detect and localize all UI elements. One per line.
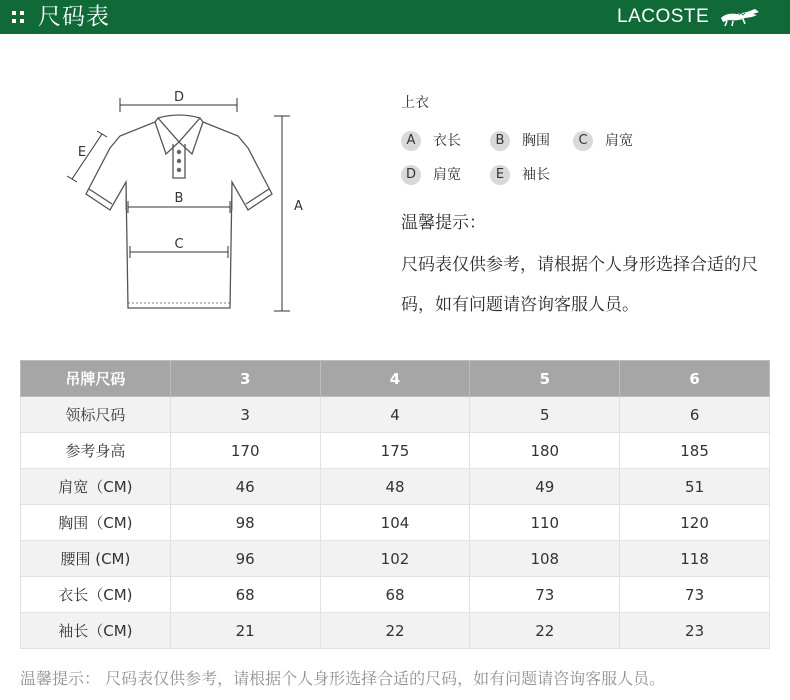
table-cell: 48 <box>320 469 470 505</box>
tips-title: 温馨提示： <box>401 213 486 233</box>
row-label: 衣长（CM) <box>21 577 171 613</box>
size-table <box>20 360 770 649</box>
table-row <box>21 433 770 469</box>
table-row <box>21 397 770 433</box>
row-label: 领标尺码 <box>21 397 171 433</box>
crocodile-logo-icon <box>719 6 761 28</box>
table-row <box>21 577 770 613</box>
table-header-cell: 6 <box>620 361 770 397</box>
table-cell: 22 <box>320 613 470 649</box>
table-cell: 73 <box>620 577 770 613</box>
table-row <box>21 613 770 649</box>
legend-name: 肩宽 <box>605 133 633 149</box>
header-bar <box>0 0 790 34</box>
table-cell: 4 <box>320 397 470 433</box>
row-label: 腰围 (CM) <box>21 541 171 577</box>
table-row <box>21 541 770 577</box>
legend-letter: E <box>490 165 510 185</box>
shirt-button <box>177 159 181 163</box>
table-cell: 46 <box>170 469 320 505</box>
table-cell: 102 <box>320 541 470 577</box>
dimension-e-label: E <box>77 145 87 160</box>
table-cell: 118 <box>620 541 770 577</box>
table-cell: 185 <box>620 433 770 469</box>
table-cell: 6 <box>620 397 770 433</box>
table-cell: 21 <box>170 613 320 649</box>
polo-shirt-outline <box>86 115 272 308</box>
dimension-b-label: B <box>174 191 184 206</box>
table-cell: 23 <box>620 613 770 649</box>
table-cell: 3 <box>170 397 320 433</box>
table-header-cell: 3 <box>170 361 320 397</box>
row-label: 胸围（CM) <box>21 505 171 541</box>
table-header-cell: 吊牌尺码 <box>21 361 171 397</box>
legend-letter: A <box>401 131 421 151</box>
table-cell: 49 <box>470 469 620 505</box>
page-title: 尺码表 <box>38 4 110 30</box>
legend-name: 袖长 <box>522 167 550 183</box>
table-cell: 170 <box>170 433 320 469</box>
shirt-button <box>177 150 181 154</box>
table-cell: 5 <box>470 397 620 433</box>
table-row <box>21 505 770 541</box>
table-cell: 108 <box>470 541 620 577</box>
category-label: 上衣 <box>401 95 429 111</box>
table-cell: 68 <box>320 577 470 613</box>
shirt-button <box>177 168 181 172</box>
table-cell: 96 <box>170 541 320 577</box>
row-label: 袖长（CM) <box>21 613 171 649</box>
table-header-row <box>21 361 770 397</box>
table-cell: 73 <box>470 577 620 613</box>
legend-name: 胸围 <box>522 133 550 149</box>
legend-letter: B <box>490 131 510 151</box>
dimension-c-label: C <box>174 237 184 252</box>
table-cell: 180 <box>470 433 620 469</box>
table-header-cell: 4 <box>320 361 470 397</box>
dimension-a-line <box>274 116 290 311</box>
legend-name: 肩宽 <box>433 167 461 183</box>
table-row <box>21 469 770 505</box>
tips-text: 尺码表仅供参考，请根据个人身形选择合适的尺码，如有问题请咨询客服人员。 <box>401 255 758 315</box>
grid-dots-icon <box>12 11 24 23</box>
legend-letter: D <box>401 165 421 185</box>
table-cell: 120 <box>620 505 770 541</box>
table-cell: 51 <box>620 469 770 505</box>
row-label: 肩宽（CM) <box>21 469 171 505</box>
table-cell: 68 <box>170 577 320 613</box>
table-cell: 104 <box>320 505 470 541</box>
table-header-cell: 5 <box>470 361 620 397</box>
footer-tips: 温馨提示： 尺码表仅供参考，请根据个人身形选择合适的尺码，如有问题请咨询客服人员。 <box>20 669 666 688</box>
legend-letter: C <box>573 131 593 151</box>
legend-name: 衣长 <box>433 133 461 149</box>
table-cell: 110 <box>470 505 620 541</box>
table-cell: 22 <box>470 613 620 649</box>
table-cell: 175 <box>320 433 470 469</box>
table-cell: 98 <box>170 505 320 541</box>
shirt-measurement-diagram <box>60 82 320 322</box>
dimension-d-label: D <box>173 90 185 105</box>
brand-name: LACOSTE <box>617 6 710 27</box>
dimension-a-label: A <box>294 199 303 214</box>
row-label: 参考身高 <box>21 433 171 469</box>
